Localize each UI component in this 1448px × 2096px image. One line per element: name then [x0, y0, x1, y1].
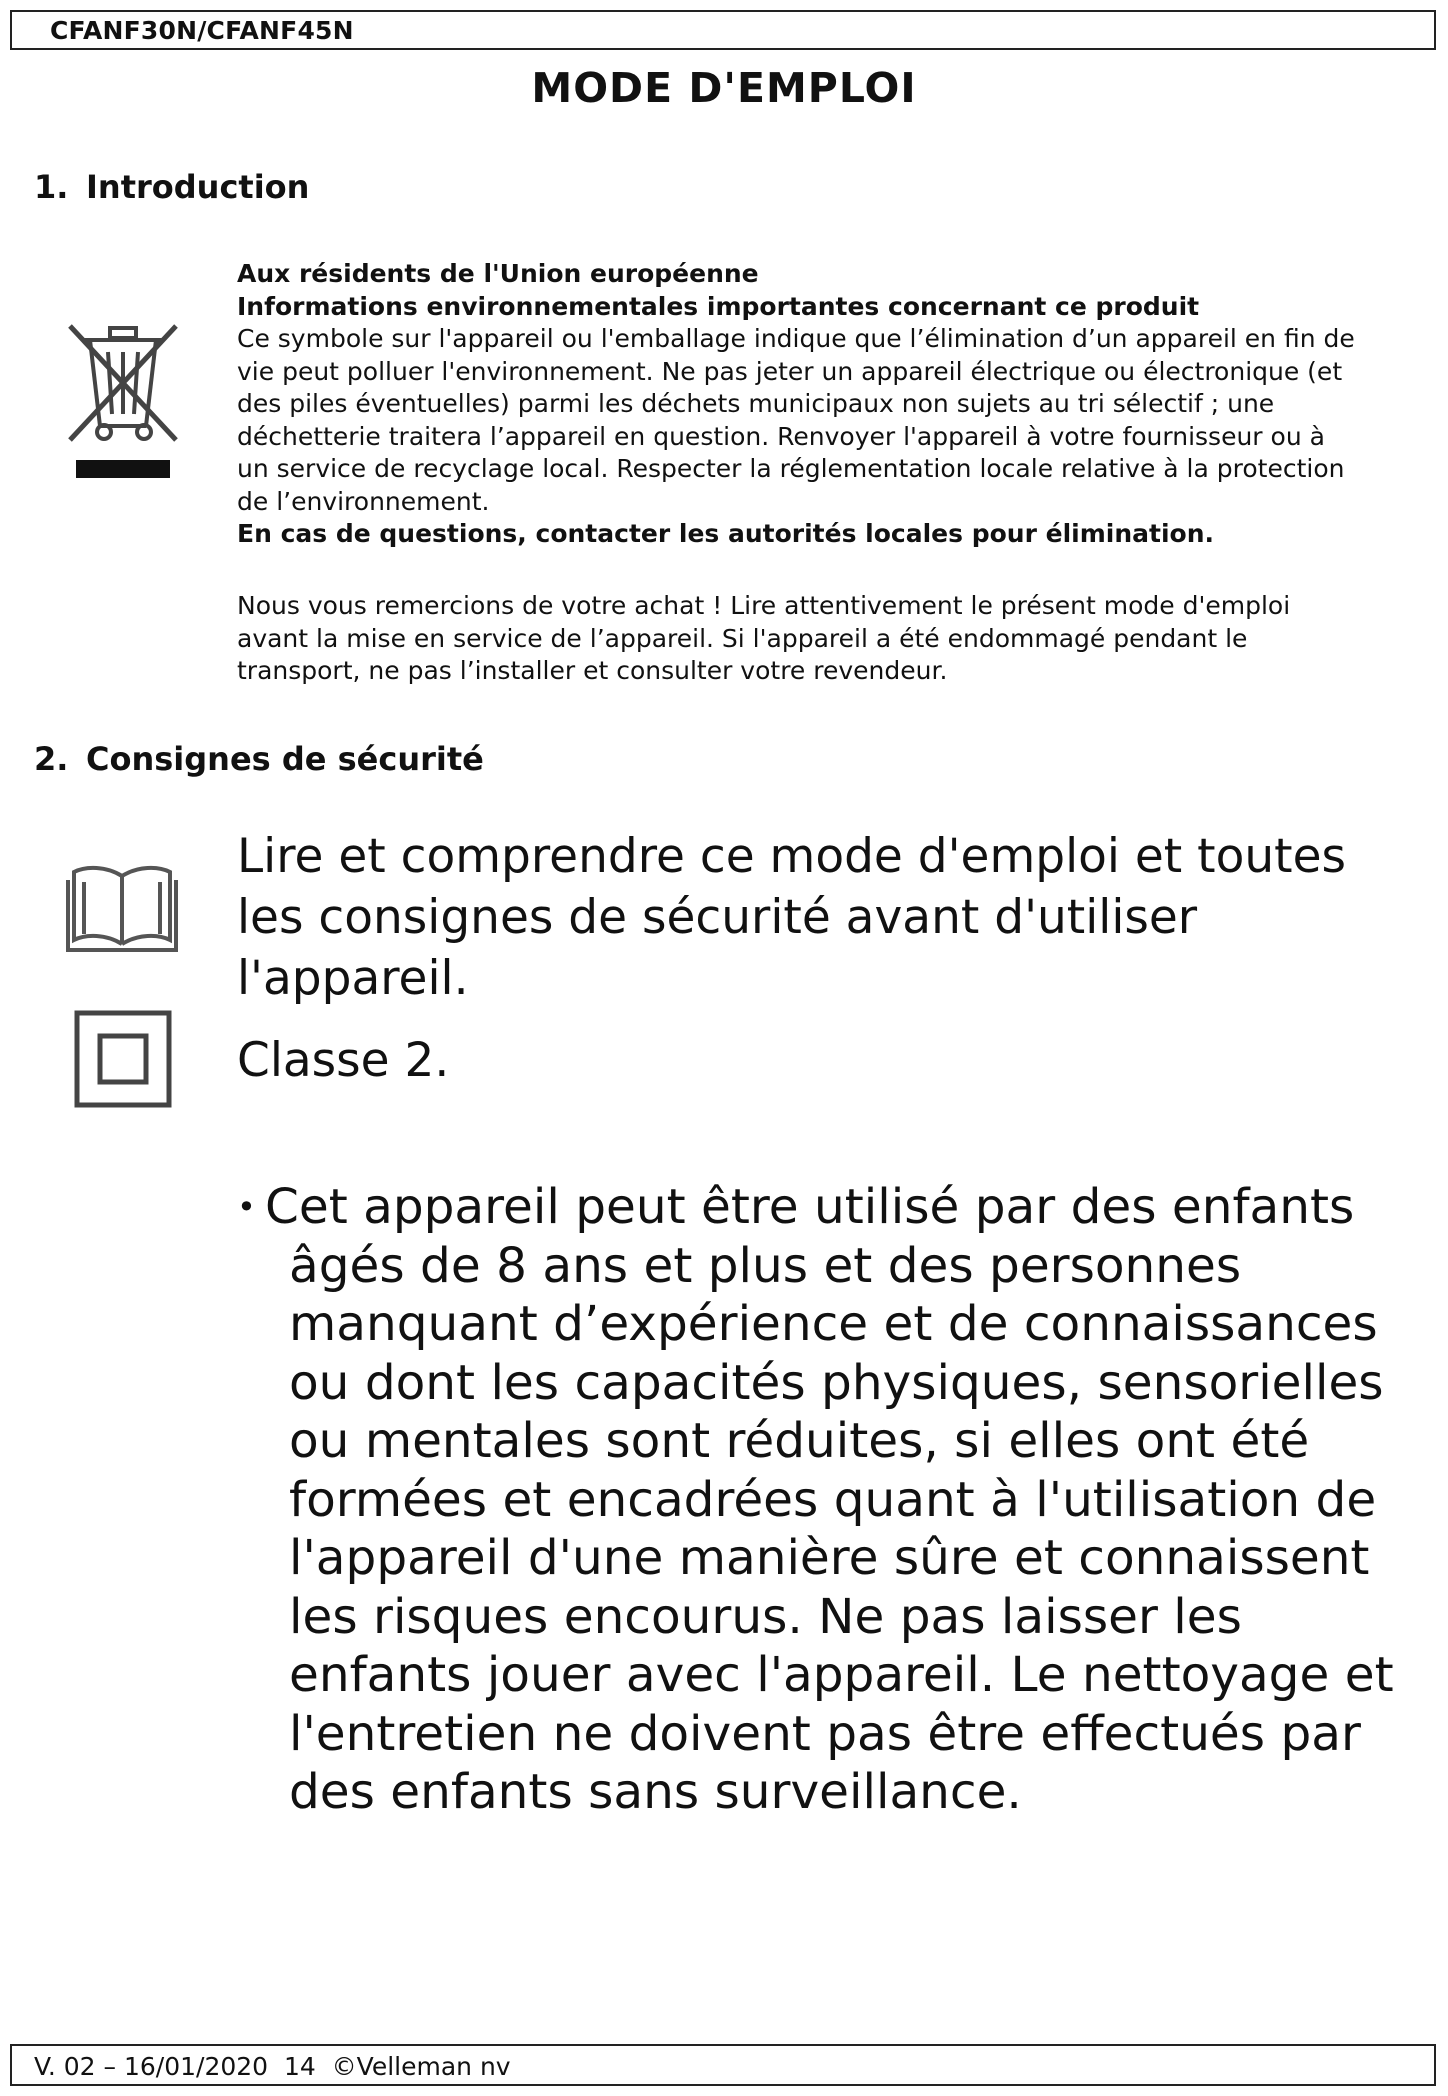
bullet-line: ou dont les capacités physiques, sensorielles	[289, 1354, 1384, 1411]
section-2-title: Consignes de sécurité	[86, 740, 484, 778]
intro-line: déchetterie traitera l’appareil en question. Renvoyer l'appareil à votre fournisseur ou à	[237, 421, 1325, 451]
weee-crossed-bin-icon	[66, 322, 180, 480]
thanks-line: transport, ne pas l’installer et consulter votre revendeur.	[237, 656, 948, 685]
questions-note: En cas de questions, contacter les autorités locales pour élimination.	[237, 519, 1214, 548]
bullet-line: manquant d’expérience et de connaissances	[289, 1296, 1378, 1352]
read-line: l'appareil.	[237, 951, 469, 1006]
section-2-heading	[34, 740, 484, 778]
section-1-heading	[34, 168, 309, 206]
env-info-heading: Informations environnementales importantes concernant ce produit	[237, 291, 1200, 321]
residents-heading: Aux résidents de l'Union européenne	[237, 259, 759, 288]
bullet-line: des enfants sans surveillance.	[289, 1764, 1022, 1820]
section-1-number: 1.	[34, 168, 69, 206]
intro-line: Ce symbole sur l'appareil ou l'emballage indique que l’élimination d’un appareil en fin de	[237, 324, 1355, 353]
bullet-line: les risques encourus. Ne pas laisser les	[289, 1588, 1242, 1645]
footer-box	[10, 2044, 1436, 2086]
thanks-line: avant la mise en service de l’appareil. Si l'appareil a été endommagé pendant le	[237, 623, 1248, 653]
section-1-title: Introduction	[86, 168, 310, 206]
read-instructions-text	[237, 826, 1417, 1009]
header-box	[10, 10, 1436, 50]
intro-line: des piles éventuelles) parmi les déchets municipaux non sujets au tri sélectif ; une	[237, 389, 1275, 418]
bullet-line: l'appareil d'une manière sûre et connaissent	[289, 1530, 1370, 1586]
bullet-line: enfants jouer avec l'appareil. Le nettoyage et	[289, 1647, 1394, 1703]
bullet-line: âgés de 8 ans et plus et des personnes	[289, 1237, 1242, 1294]
section-2-number: 2.	[34, 740, 69, 778]
read-manual-book-icon	[66, 862, 178, 954]
intro-line: un service de recyclage local. Respecter la réglementation locale relative à la protection	[237, 454, 1345, 483]
read-line: Lire et comprendre ce mode d'emploi et toutes	[237, 829, 1346, 884]
bullet-line: l'entretien ne doivent pas être effectués par	[289, 1705, 1361, 1762]
intro-line: vie peut polluer l'environnement. Ne pas jeter un appareil électrique ou électronique (et	[237, 356, 1343, 386]
bullet-line: Cet appareil peut être utilisé par des enfants	[265, 1179, 1355, 1235]
intro-text	[237, 258, 1417, 551]
page-title: MODE D'EMPLOI	[531, 64, 917, 112]
read-line: les consignes de sécurité avant d'utiliser	[237, 890, 1198, 945]
class-2-double-square-icon	[74, 1010, 172, 1108]
children-safety-bullet	[237, 1178, 1407, 1822]
bullet-line: ou mentales sont réduites, si elles ont été	[289, 1413, 1310, 1469]
class-2-text: Classe 2.	[237, 1033, 450, 1088]
footer-text: V. 02 – 16/01/2020 14 ©Velleman nv	[34, 2052, 511, 2081]
bullet-dot: •	[237, 1188, 256, 1226]
bullet-line: formées et encadrées quant à l'utilisation de	[289, 1471, 1377, 1528]
model-number: CFANF30N/CFANF45N	[50, 16, 354, 45]
thanks-line: Nous vous remercions de votre achat ! Lire attentivement le présent mode d'emploi	[237, 591, 1291, 620]
intro-line: de l’environnement.	[237, 486, 490, 516]
thanks-paragraph	[237, 590, 1417, 688]
